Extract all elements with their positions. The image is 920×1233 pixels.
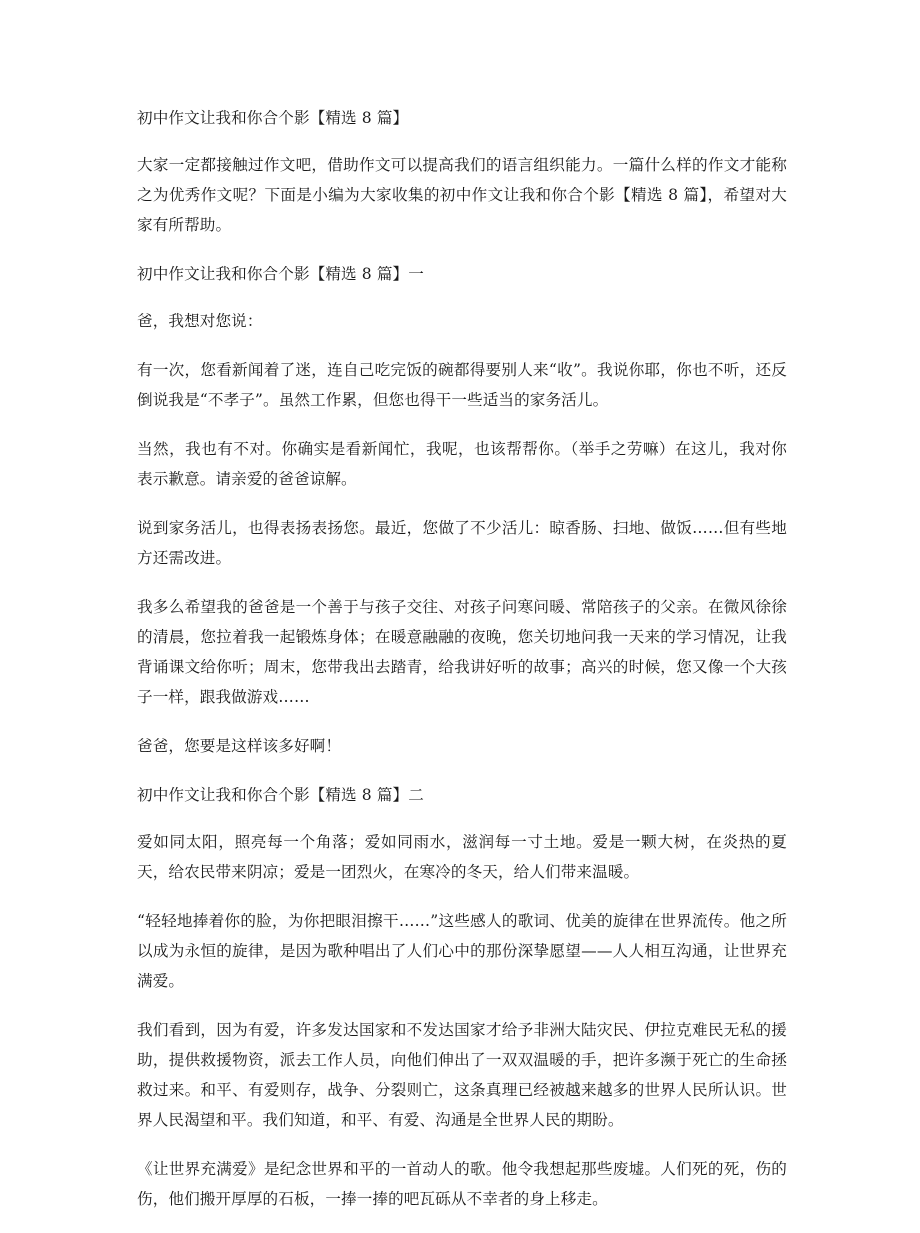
section-heading: 初中作文让我和你合个影【精选 8 篇】二 xyxy=(137,786,424,804)
document-page xyxy=(137,103,787,1233)
paragraph: 我们看到，因为有爱，许多发达国家和不发达国家才给予非洲大陆灾民、伊拉克难民无私的援助，提供救援物资，派去工作人员，向他们伸出了一双双温暖的手，把许多濒于死亡的生命拯救过来。和平、有爱则存，战争、分裂则亡，这条真理已经被越来越多的世界人民所认识。世界人民渴望和平。我们知道，和平、有爱、沟通是全世界人民的期盼。 xyxy=(137,1021,787,1129)
section-heading: 初中作文让我和你合个影【精选 8 篇】一 xyxy=(137,265,424,283)
paragraph: 当然，我也有不对。你确实是看新闻忙，我呢，也该帮帮你。（举手之劳嘛）在这儿，我对你表示歉意。请亲爱的爸爸谅解。 xyxy=(137,440,787,488)
paragraph: 爸，我想对您说： xyxy=(137,312,263,330)
paragraph: 爸爸，您要是这样该多好啊！ xyxy=(137,737,342,755)
paragraph: 《让世界充满爱》是纪念世界和平的一首动人的歌。他令我想起那些废墟。人们死的死，伤的伤，他们搬开厚厚的石板，一捧一捧的吧瓦砾从不幸者的身上移走。 xyxy=(137,1160,787,1208)
document-title: 初中作文让我和你合个影【精选 8 篇】 xyxy=(137,109,409,127)
paragraph: 有一次，您看新闻着了迷，连自己吃完饭的碗都得要别人来“收”。我说你耶，你也不听，还反倒说我是“不孝子”。虽然工作累，但您也得干一些适当的家务活儿。 xyxy=(137,361,787,409)
paragraph: 说到家务活儿，也得表扬表扬您。最近，您做了不少活儿：晾香肠、扫地、做饭……但有些地方还需改进。 xyxy=(137,519,787,567)
paragraph: 爱如同太阳，照亮每一个角落；爱如同雨水，滋润每一寸土地。爱是一颗大树，在炎热的夏天，给农民带来阴凉；爱是一团烈火，在寒冷的冬天，给人们带来温暖。 xyxy=(137,833,787,881)
paragraph: 我多么希望我的爸爸是一个善于与孩子交往、对孩子问寒问暖、常陪孩子的父亲。在微风徐徐的清晨，您拉着我一起锻炼身体；在暖意融融的夜晚，您关切地问我一天来的学习情况，让我背诵课文给你听；周末，您带我出去踏青，给我讲好听的故事；高兴的时候，您又像一个大孩子一样，跟我做游戏…… xyxy=(137,598,787,706)
paragraph: “轻轻地捧着你的脸，为你把眼泪擦干……”这些感人的歌词、优美的旋律在世界流传。他之所以成为永恒的旋律，是因为歌种唱出了人们心中的那份深挚愿望——人人相互沟通，让世界充满爱。 xyxy=(137,912,787,990)
intro-paragraph: 大家一定都接触过作文吧，借助作文可以提高我们的语言组织能力。一篇什么样的作文才能称之为优秀作文呢？下面是小编为大家收集的初中作文让我和你合个影【精选 8 篇】，希望对大家有所帮助。 xyxy=(137,156,787,234)
